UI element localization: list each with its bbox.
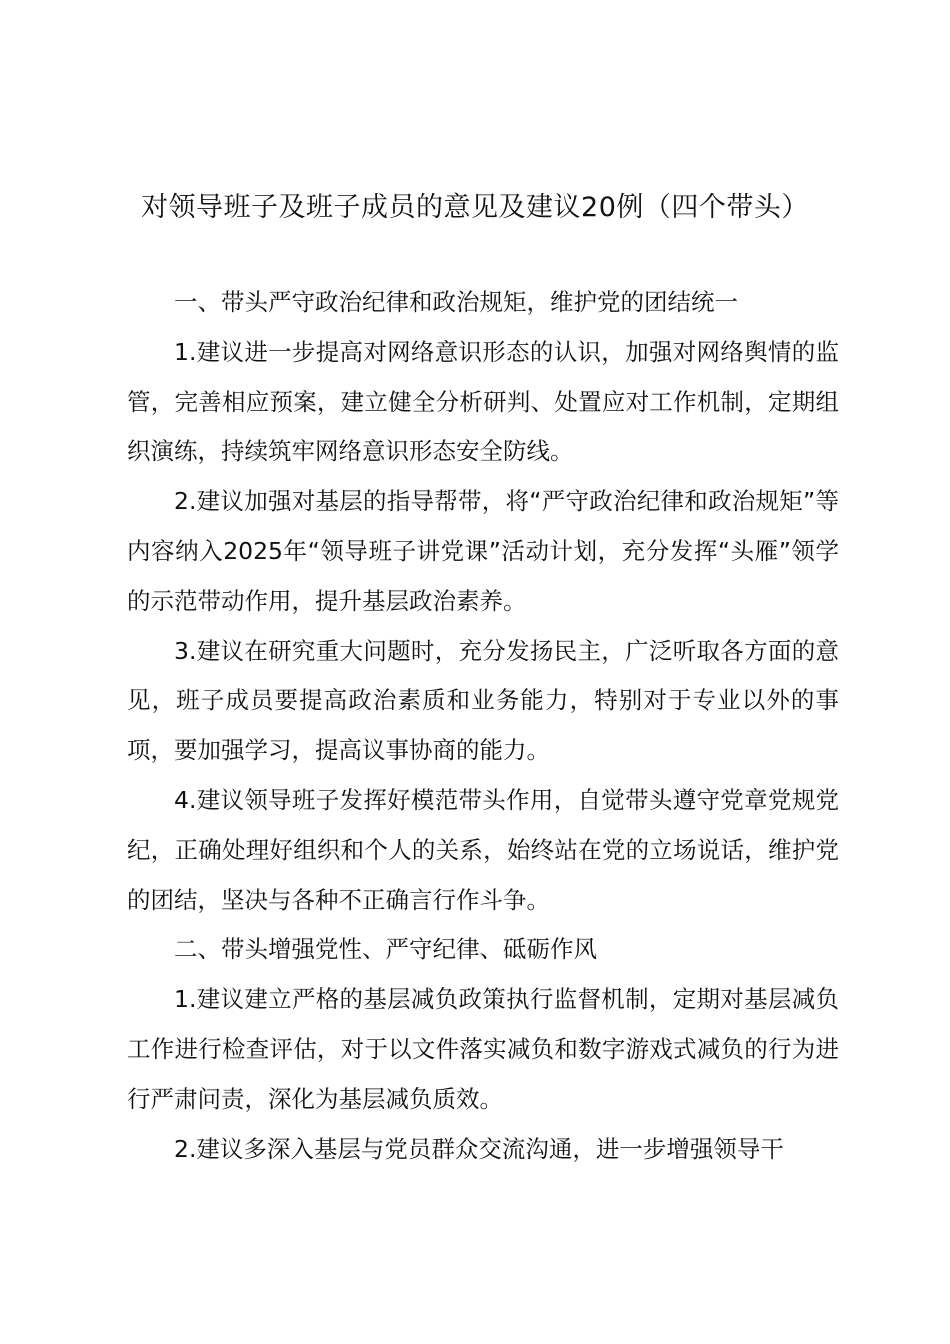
- paragraph-1-2: 2.建议加强对基层的指导帮带，将“严守政治纪律和政治规矩”等内容纳入2025年“领导班子讲党课”活动计划，充分发挥“头雁”领学的示范带动作用，提升基层政治素养。: [127, 487, 839, 615]
- paragraph-1-3: 3.建议在研究重大问题时，充分发扬民主，广泛听取各方面的意见，班子成员要提高政治素质和业务能力，特别对于专业以外的事项，要加强学习，提高议事协商的能力。: [127, 636, 839, 765]
- document-title: 对领导班子及班子成员的意见及建议20例（四个带头）: [141, 192, 809, 223]
- paragraph-1-4: 4.建议领导班子发挥好模范带头作用，自觉带头遵守党章党规党纪，正确处理好组织和个人的关系，始终站在党的立场说话，维护党的团结，坚决与各种不正确言行作斗争。: [127, 785, 839, 914]
- paragraph-2-2: 2.建议多深入基层与党员群众交流沟通，进一步增强领导干: [174, 1134, 784, 1163]
- document-body: [127, 278, 839, 1174]
- section-heading-1: 一、带头严守政治纪律和政治规矩，维护党的团结统一: [174, 288, 738, 316]
- section-heading-2: 二、带头增强党性、严守纪律、砥砺作风: [174, 935, 597, 964]
- paragraph-2-1: 1.建议建立严格的基层减负政策执行监督机制，定期对基层减负工作进行检查评估，对于以文件落实减负和数字游戏式减负的行为进行严肃问责，深化为基层减负质效。: [127, 985, 839, 1113]
- paragraph-1-1: 1.建议进一步提高对网络意识形态的认识，加强对网络舆情的监管，完善相应预案，建立健全分析研判、处置应对工作机制，定期组织演练，持续筑牢网络意识形态安全防线。: [127, 337, 839, 466]
